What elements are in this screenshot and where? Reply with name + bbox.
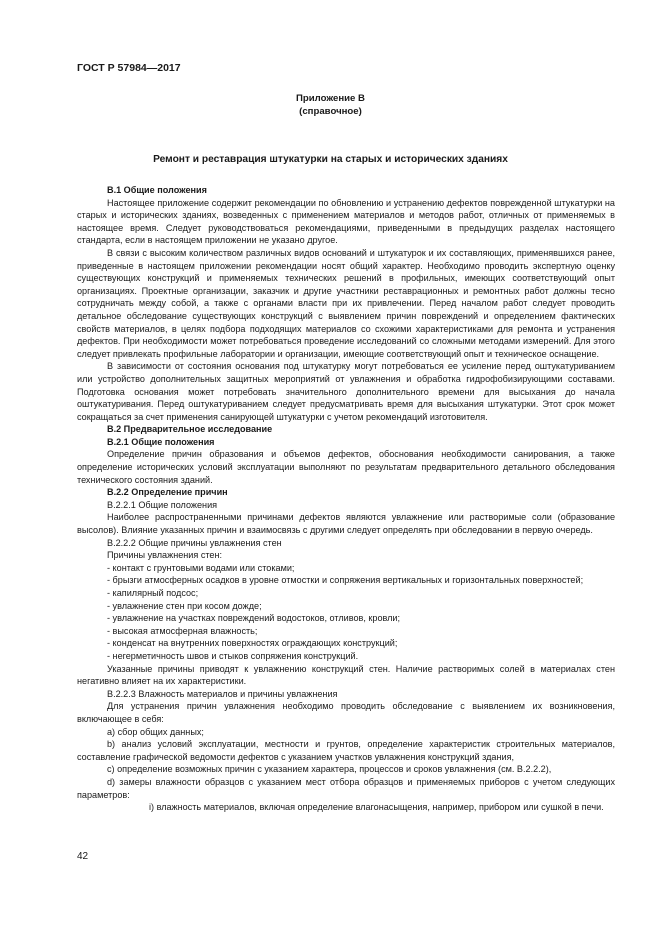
paragraph: Для устранения причин увлажнения необходимо проводить обследование с выявлением их возникновения, включающее в себя: — [77, 701, 615, 724]
list-item: - брызги атмосферных осадков в уровне отмостки и сопряжения вертикальных и горизонтальных поверхностей; — [107, 575, 584, 586]
subsection-heading: В.2.1 Общие положения — [107, 436, 215, 447]
section-heading: В.2 Предварительное исследование — [107, 424, 273, 435]
paragraph: Настоящее приложение содержит рекомендации по обновлению и устранению дефектов поврежденной штукатурки на старых и исторических зданиях, возведенных с применением материалов и методов работ, отличных от применяемых в настоящее время. Следует руководствоваться рекомендациями, приведенными в предыдущих разделах настоящего стандарта, если в настоящем приложении не указано другое. — [77, 197, 615, 246]
list-item: а) сбор общих данных; — [107, 726, 204, 737]
appendix-subtitle: (справочное) — [299, 106, 362, 117]
paragraph: Указанные причины приводят к увлажнению конструкций стен. Наличие растворимых солей в материалах стен негативно влияет на их характеристики. — [77, 663, 615, 687]
clause-heading: В.2.2.1 Общие положения — [107, 499, 218, 510]
paragraph: Наиболее распространенными причинами дефектов являются увлажнение или растворимые соли (образование высолов). Влияние указанных причин и взаимосвязь с другими следует определять при обследовании в первую очередь. — [77, 512, 615, 536]
list-item: - высокая атмосферная влажность; — [107, 625, 258, 636]
standard-header: ГОСТ Р 57984—2017 — [77, 62, 181, 74]
document-body — [77, 184, 615, 814]
list-item: - увлажнение стен при косом дожде; — [107, 600, 262, 611]
list-item: - увлажнение на участках повреждений водостоков, отливов, кровли; — [107, 613, 401, 624]
paragraph: В зависимости от состояния основания под штукатурку могут потребоваться ее усиление перед оштукатуриванием или устройство дополнительных защитных мероприятий от увлажнения и обработка гидрофобизирующими составами. Подготовка основания может потребовать значительного дополнительного времени для высыхания до начала оштукатуривания. Перед оштукатуриванием следует предусматривать время для высыхания штукатурки. Этот срок может сокращаться за счет применения санирующей штукатурки с учетом рекомендаций изготовителя. — [77, 361, 615, 422]
page-number: 42 — [77, 851, 89, 862]
list-item: d) замеры влажности образцов с указанием мест отбора образцов и применяемых приборов с учетом следующих параметров: — [77, 776, 615, 800]
document-title: Ремонт и реставрация штукатурки на старых и исторических зданиях — [153, 154, 508, 165]
list-item: - конденсат на внутренних поверхностях ограждающих конструкций; — [107, 638, 398, 649]
paragraph: В связи с высоким количеством различных видов оснований и штукатурок и их составляющих, применявшихся ранее, приведенные в настоящем приложении рекомендации носят общий характер. Необходимо проводить экспертную оценку существующих конструкций и применяемых технических решений в профильных, имеющих соответствующий опыт организациях. Проектные организации, заказчик и другие участники реставрационных и ремонтных работ должны тесно сотрудничать между собой, а также с органами власти при их привлечении. Перед началом работ следует проводить детальное обследование существующих конструкций с выявлением причин повреждений и определением фактических свойств материалов, в целях подбора подходящих материалов со схожими характеристиками для ремонта и устранения дефектов. При необходимости может потребоваться проведение исследований со сложными методами измерений. Для этого следует привлекать профильные лаборатории и организации, имеющие соответствующий опыт и техническое оснащение. — [77, 247, 615, 359]
list-item: - капилярный подсос; — [107, 588, 199, 598]
appendix-title: Приложение В — [296, 93, 365, 104]
section-heading: В.1 Общие положения — [107, 185, 207, 195]
clause-heading: В.2.2.2 Общие причины увлажнения стен — [107, 537, 282, 548]
list-intro: Причины увлажнения стен: — [107, 550, 223, 561]
list-item: b) анализ условий эксплуатации, местности и грунтов, определение характеристик строительных материалов, составление графической ведомости дефектов с указанием участков увлажнения конструкций здания, — [77, 739, 615, 762]
subsection-heading: В.2.2 Определение причин — [107, 487, 228, 498]
list-item: - контакт с грунтовыми водами или стоками; — [107, 562, 295, 573]
list-item: - негерметичность швов и стыков сопряжения конструкций. — [107, 650, 359, 661]
clause-heading: В.2.2.3 Влажность материалов и причины увлажнения — [107, 688, 338, 699]
paragraph: Определение причин образования и объемов дефектов, обоснования необходимости санирования, а также определение исторических условий эксплуатации выполняют по результатам предварительного детального обследования технического состояния зданий. — [77, 449, 615, 485]
list-item: с) определение возможных причин с указанием характера, процессов и сроков увлажнения (см. В.2.2.2), — [107, 764, 552, 775]
sub-list-item: i) влажность материалов, включая определение влагонасыщения, например, прибором или сушкой в печи. — [149, 802, 604, 813]
